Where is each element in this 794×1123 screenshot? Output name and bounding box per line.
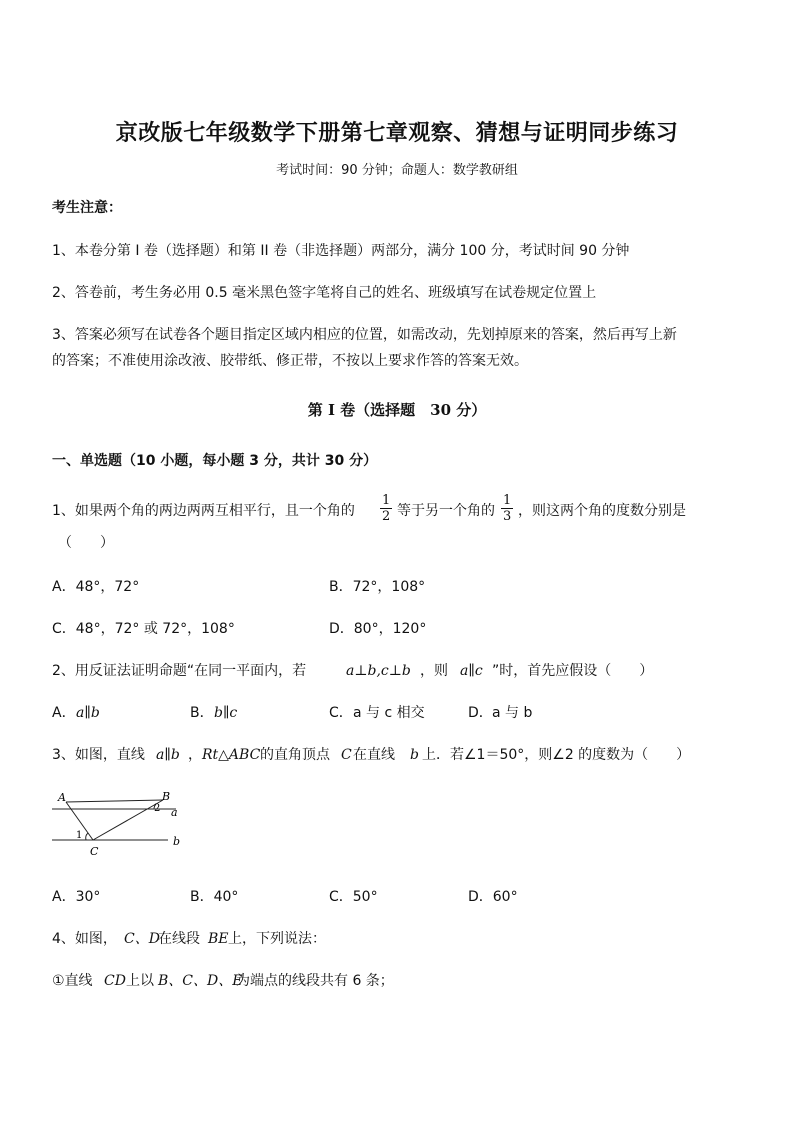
q1-fraction-half [380,494,392,523]
q3-geometry-figure [50,788,190,860]
q1-fraction-third [501,494,513,523]
q3-text-pre: 3、如图，直线 [52,747,145,763]
q3-triangle: Rt△ABC [202,747,261,763]
q4-points: C、D [124,931,160,947]
q1-text-mid: 等于另一个角的 [397,503,495,519]
q3-option-c: C．50° [329,889,378,905]
figure-label-a: a [171,806,178,819]
q1-option-c: C．48°，72° 或 72°，108° [52,621,235,637]
q2-option-d-text: a 与 b [492,705,533,721]
q1-text-pre: 1、如果两个角的两边两两互相平行，且一个角的 [52,503,355,519]
q1-option-a: A．48°，72° [52,579,140,595]
figure-label-b: b [173,835,181,848]
q2-text-mid: ，则 [420,663,448,679]
q2-option-b-text: b∥c [214,705,238,721]
q4-text-mid: 在线段 [158,931,200,947]
q1-option-b: B．72°，108° [329,579,426,595]
q2-option-a-letter: A． [52,705,76,721]
q4-item1-post: 为端点的线段共有 6 条； [236,973,394,989]
q1-answer-paren: （ ） [58,535,114,551]
q2-option-c-letter: C． [329,705,353,721]
q1-frac1-num: 1 [382,493,391,508]
q1-frac1-den: 2 [382,509,391,524]
figure-segment-ab [66,800,163,802]
q4-segment: BE [208,931,229,947]
q2-option-d-letter: D． [468,705,493,721]
notice-item-2: 2、答卷前，考生务必用 0.5 毫米黑色签字笔将自己的姓名、班级填写在试卷规定位置上 [52,285,597,301]
figure-label-C: C [90,845,99,858]
q3-text-mid3: 在直线 [353,747,395,763]
q4-text-pre: 4、如图， [52,931,117,947]
document-title: 京改版七年级数学下册第七章观察、猜想与证明同步练习 [115,120,679,146]
q3-line-b: b [410,747,419,763]
q4-item1-line: CD [104,973,126,989]
q2-conclusion: a∥c [460,663,483,679]
q4-item1-points: B、C、D、E [158,973,243,989]
q3-text-mid: ， [188,747,202,763]
q1-text-post: ，则这两个角的度数分别是 [518,503,686,519]
q2-option-b-letter: B． [190,705,214,721]
q2-option-c-text: a 与 c 相交 [353,705,425,721]
figure-label-angle2: 2 [154,803,161,814]
q3-option-a: A．30° [52,889,101,905]
q1-frac2-num: 1 [503,493,512,508]
notice-item-3-continued: 的答案；不准使用涂改液、胶带纸、修正带，不按以上要求作答的答案无效。 [52,353,528,369]
q4-text-post: 上，下列说法： [228,931,326,947]
q3-option-b: B．40° [190,889,239,905]
figure-label-angle1: 1 [76,830,83,841]
q3-text-mid2: 的直角顶点 [260,747,330,763]
q1-frac2-den: 3 [503,509,512,524]
part-heading: 一、单选题（10 小题，每小题 3 分，共计 30 分） [52,453,378,469]
document-subtitle: 考试时间：90 分钟；命题人：数学教研组 [276,163,518,178]
figure-segment-cb [93,800,163,840]
notice-heading: 考生注意： [52,200,122,216]
figure-label-B: B [162,790,171,803]
q2-text-post: ”时，首先应假设（ ） [492,663,654,679]
figure-angle1-arc [86,833,88,840]
q4-item1-mid: 上以 [126,973,154,989]
q3-vertex: C [341,747,352,763]
q1-option-d: D．80°，120° [329,621,427,637]
notice-item-1: 1、本卷分第 I 卷（选择题）和第 II 卷（非选择题）两部分，满分 100 分，考试时间 90 分钟 [52,243,630,259]
notice-item-3: 3、答案必须写在试卷各个题目指定区域内相应的位置，如需改动，先划掉原来的答案，然后再写上新 [52,327,677,343]
q2-text-pre: 2、用反证法证明命题“在同一平面内，若 [52,663,307,679]
figure-label-A: A [58,791,66,804]
q4-item1-pre: ①直线 [52,973,93,989]
q2-condition: a⊥b,c⊥b [346,663,411,679]
q3-line-relation: a∥b [156,747,180,763]
q3-text-post: 上．若∠1＝50°，则∠2 的度数为（ ） [422,747,691,763]
section-title: 第 I 卷（选择题 30 分） [307,401,487,419]
q3-option-d: D．60° [468,889,518,905]
q2-option-a-text: a∥b [76,705,100,721]
